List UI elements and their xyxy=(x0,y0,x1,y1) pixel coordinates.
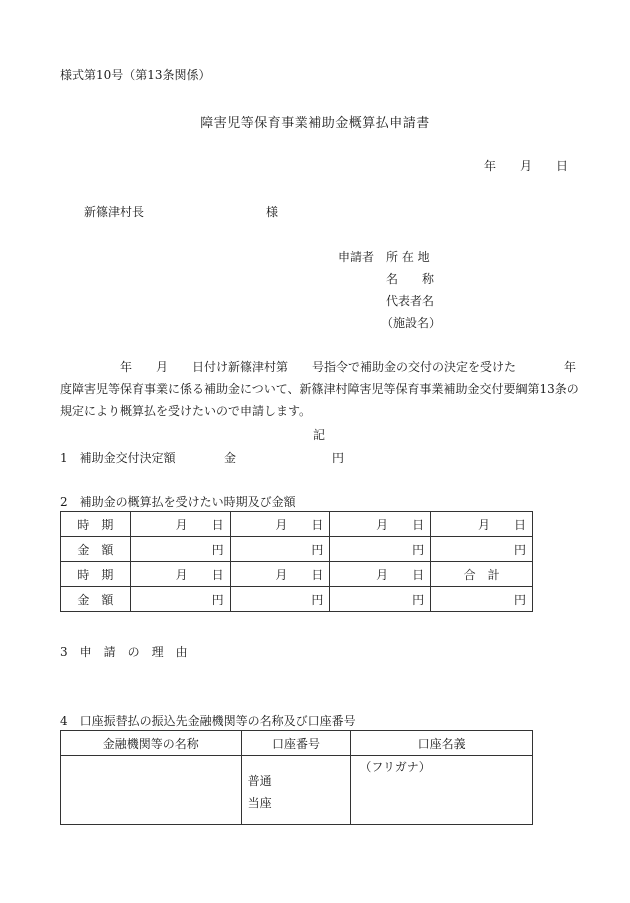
amount-label: 金 額 xyxy=(61,587,131,612)
yen-cell: 円 xyxy=(130,537,230,562)
yen-cell: 円 xyxy=(330,537,431,562)
request-paragraph xyxy=(60,356,580,422)
table-row xyxy=(61,756,533,825)
month-day-cell: 月 日 xyxy=(130,562,230,587)
applicant-rep-label: 代表者名 xyxy=(386,294,435,308)
item1-label: 1 補助金交付決定額 xyxy=(60,451,176,465)
yen-cell: 円 xyxy=(431,537,533,562)
table-row xyxy=(61,562,533,587)
month-day-cell: 月 日 xyxy=(230,562,330,587)
toza-label: 当座 xyxy=(247,796,272,810)
applicant-name-label: 名 称 xyxy=(386,272,435,286)
month-day-cell: 月 日 xyxy=(230,512,330,537)
table-row xyxy=(61,537,533,562)
account-number-header: 口座番号 xyxy=(241,731,351,756)
yen-cell: 円 xyxy=(130,587,230,612)
bank-table xyxy=(60,730,533,825)
table-row xyxy=(61,512,533,537)
yen-cell: 円 xyxy=(230,587,330,612)
yen-cell: 円 xyxy=(230,537,330,562)
account-holder-cell xyxy=(351,756,533,825)
applicant-facility-label: （施設名） xyxy=(381,316,442,330)
bank-name-header: 金融機関等の名称 xyxy=(61,731,242,756)
month-day-cell: 月 日 xyxy=(431,512,533,537)
furigana-label: （フリガナ） xyxy=(359,760,431,774)
yen-cell: 円 xyxy=(431,587,533,612)
bank-name-cell xyxy=(61,756,242,825)
item1-yen: 円 xyxy=(332,451,345,465)
futsu-label: 普通 xyxy=(247,774,272,788)
amount-label: 金 額 xyxy=(61,537,131,562)
item2-label: 2 補助金の概算払を受けたい時期及び金額 xyxy=(60,495,296,509)
applicant-address-label: 所 在 地 xyxy=(386,250,430,264)
addressee: 新篠津村長 xyxy=(84,205,145,219)
paragraph-line: 度障害児等保育事業に係る補助金について、新篠津村障害児等保育事業補助金交付要綱第13条の xyxy=(60,382,579,396)
form-number: 様式第10号（第13条関係） xyxy=(60,68,211,82)
paragraph-line: 年 月 日付け新篠津村第 号指令で補助金の交付の決定を受けた 年 xyxy=(60,360,577,374)
time-label: 時 期 xyxy=(61,562,131,587)
table-row xyxy=(61,587,533,612)
schedule-table xyxy=(60,511,533,612)
total-label: 合 計 xyxy=(431,562,533,587)
month-day-cell: 月 日 xyxy=(130,512,230,537)
item4-label: 4 口座振替払の振込先金融機関等の名称及び口座番号 xyxy=(60,714,356,728)
month-day-cell: 月 日 xyxy=(330,512,431,537)
month-day-cell: 月 日 xyxy=(330,562,431,587)
date-line: 年 月 日 xyxy=(484,159,569,173)
table-header-row xyxy=(61,731,533,756)
time-label: 時 期 xyxy=(61,512,131,537)
document-title: 障害児等保育事業補助金概算払申請書 xyxy=(200,116,430,131)
account-number-cell xyxy=(241,756,351,825)
applicant-prefix: 申請者 xyxy=(338,250,375,264)
paragraph-line: 規定により概算払を受けたいので申請します。 xyxy=(60,404,312,418)
item1-kin: 金 xyxy=(224,451,237,465)
account-holder-header: 口座名義 xyxy=(351,731,533,756)
ki-heading: 記 xyxy=(313,428,326,442)
item3-label: 3 申 請 の 理 由 xyxy=(60,645,188,659)
addressee-honorific: 様 xyxy=(266,205,279,219)
yen-cell: 円 xyxy=(330,587,431,612)
